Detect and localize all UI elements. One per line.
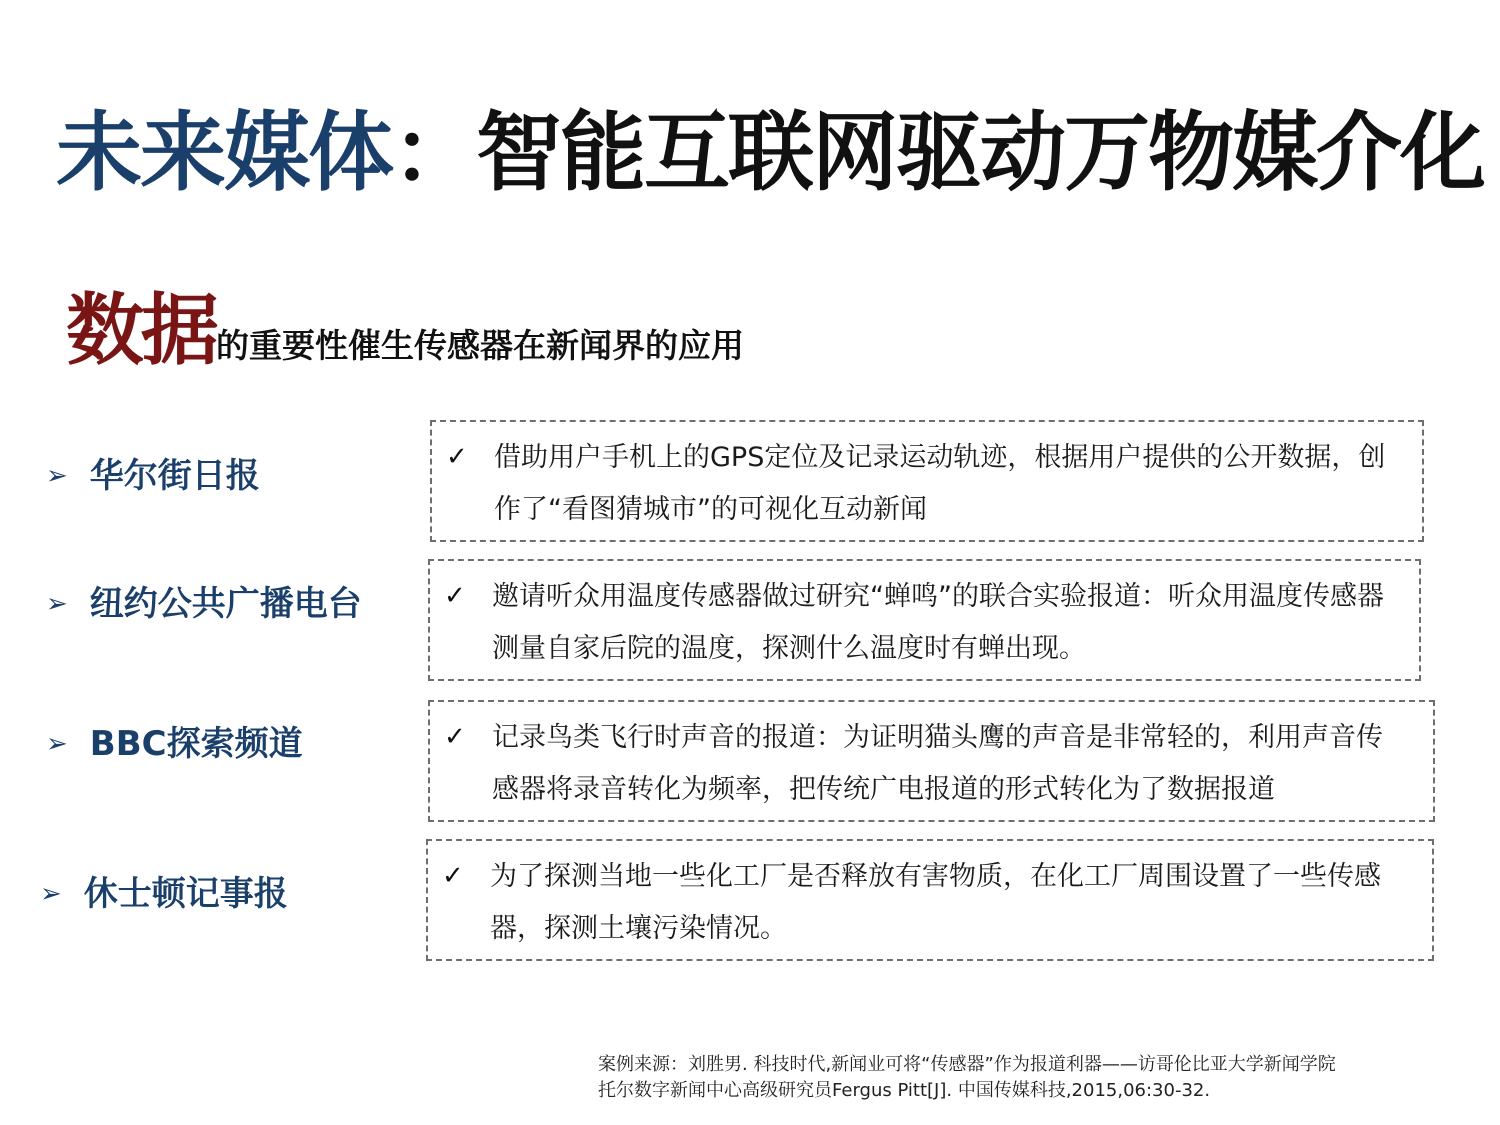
case-label-text: 华尔街日报: [89, 456, 260, 496]
subtitle: [66, 268, 744, 380]
case-box-wsj: [430, 420, 1424, 542]
case-box-bbc: [428, 700, 1435, 822]
case-description: 为了探测当地一些化工厂是否释放有害物质，在化工厂周围设置了一些传感器，探测土壤污染情况。: [490, 861, 1381, 944]
case-label-wnyc: [46, 582, 362, 626]
case-label-bbc: [46, 722, 303, 766]
case-label-text: BBC探索频道: [89, 724, 303, 764]
case-description: 邀请听众用温度传感器做过研究“蝉鸣”的联合实验报道：听众用温度传感器测量自家后院的温度，探测什么温度时有蝉出现。: [492, 581, 1384, 664]
check-icon: ✓: [444, 581, 466, 611]
arrow-bullet-icon: ➢: [40, 879, 62, 909]
source-citation: [598, 1052, 1488, 1104]
subtitle-emphasis: 数据: [66, 286, 217, 376]
title-part-1: 未来媒体: [56, 103, 392, 203]
case-label-wsj: [46, 454, 260, 498]
page-title: [56, 98, 1486, 208]
case-label-text: 纽约公共广播电台: [89, 584, 362, 624]
arrow-bullet-icon: ➢: [46, 589, 68, 619]
source-line-2: 托尔数字新闻中心高级研究员Fergus Pitt[J]. 中国传媒科技,2015,06:30-32.: [598, 1080, 1211, 1101]
arrow-bullet-icon: ➢: [46, 461, 68, 491]
case-label-text: 休士顿记事报: [83, 874, 288, 914]
check-icon: ✓: [444, 722, 466, 752]
case-description: 记录鸟类飞行时声音的报道：为证明猫头鹰的声音是非常轻的，利用声音传感器将录音转化为频率，把传统广电报道的形式转化为了数据报道: [492, 722, 1383, 805]
check-icon: ✓: [442, 861, 464, 891]
arrow-bullet-icon: ➢: [46, 729, 68, 759]
title-part-2: ：智能互联网驱动万物媒介化: [392, 103, 1484, 203]
check-icon: ✓: [446, 442, 468, 472]
source-line-1: 案例来源：刘胜男. 科技时代,新闻业可将“传感器”作为报道利器——访哥伦比亚大学新闻学院: [598, 1054, 1336, 1075]
case-description: 借助用户手机上的GPS定位及记录运动轨迹，根据用户提供的公开数据，创作了“看图猜城市”的可视化互动新闻: [494, 442, 1386, 525]
case-box-houston: [426, 839, 1434, 961]
case-label-houston: [40, 872, 288, 916]
subtitle-rest: 的重要性催生传感器在新闻界的应用: [216, 326, 745, 365]
case-box-wnyc: [428, 559, 1421, 681]
